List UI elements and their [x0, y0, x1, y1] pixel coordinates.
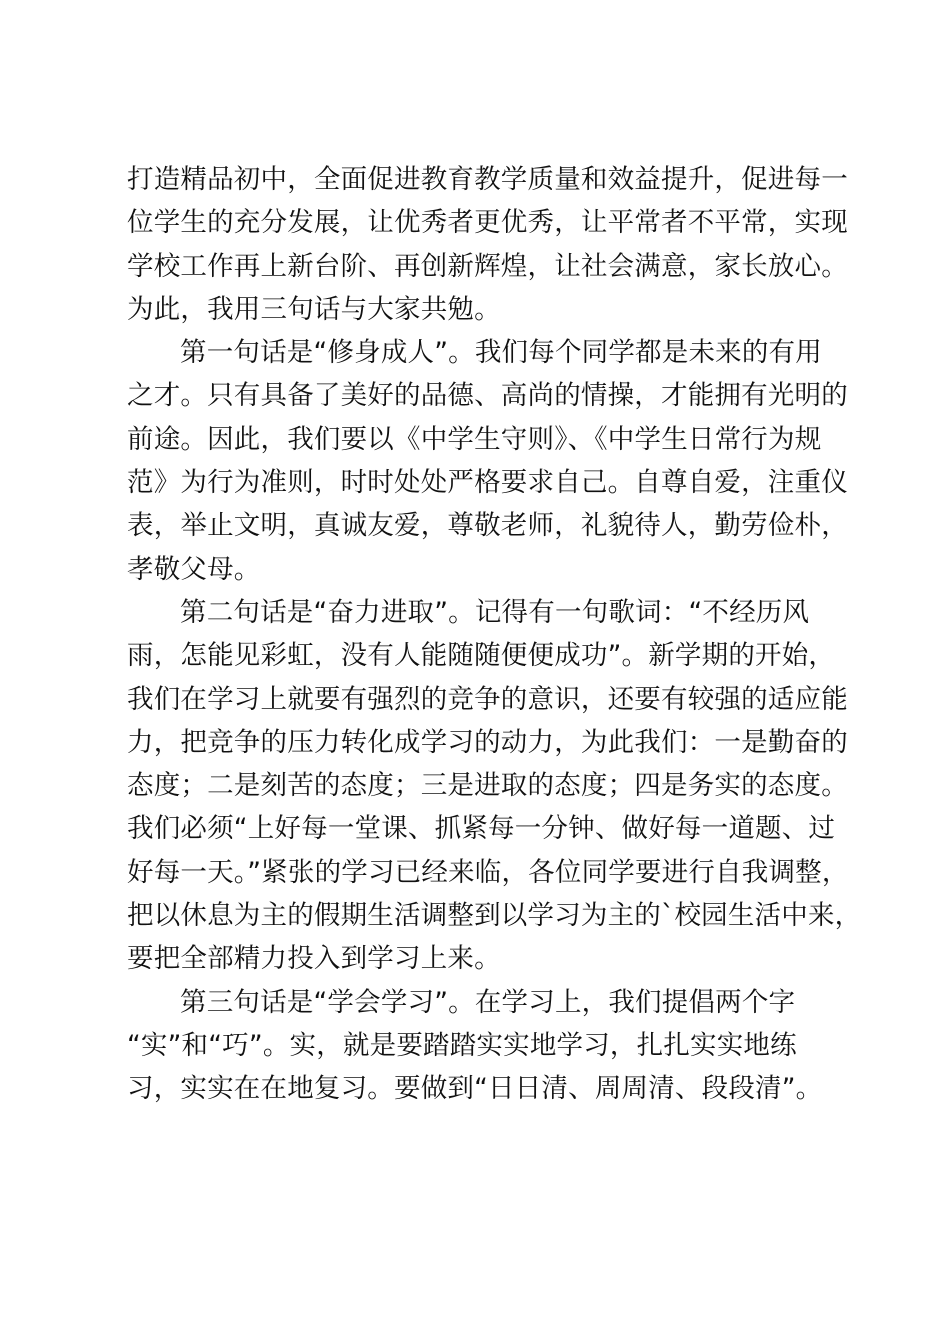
text-line: 孝敬父母。	[127, 553, 261, 585]
text-line: “实”和“巧”。实，就是要踏踏实实地学习，扎扎实实地练	[127, 1029, 797, 1061]
text-line: 位学生的充分发展，让优秀者更优秀，让平常者不平常，实现	[127, 207, 848, 239]
text-line: 习，实实在在地复习。要做到“日日清、周周清、段段清”。	[127, 1073, 823, 1105]
paragraph-3	[127, 591, 862, 981]
paragraph-4	[127, 981, 839, 1111]
text-line: 范》为行为准则，时时处处严格要求自己。自尊自爱，注重仪	[127, 467, 848, 499]
text-line: 我们在学习上就要有强烈的竞争的意识，还要有较强的适应能	[127, 683, 848, 715]
text-line: 把以休息为主的假期生活调整到以学习为主的`校园生活中来，	[127, 900, 862, 932]
text-line: 学校工作再上新台阶、再创新辉煌，让社会满意，家长放心。	[127, 250, 848, 282]
paragraph-1	[127, 158, 848, 331]
text-line: 表，举止文明，真诚友爱，尊敬老师，礼貌待人，勤劳俭朴，	[127, 510, 848, 542]
text-line: 雨，怎能见彩虹，没有人能随随便便成功”。新学期的开始，	[127, 640, 836, 672]
paragraph-2	[127, 331, 848, 591]
text-line: 第一句话是“修身成人”。我们每个同学都是未来的有用	[180, 337, 822, 369]
text-line: 好每一天。”紧张的学习已经来临，各位同学要进行自我调整，	[127, 856, 849, 888]
text-line: 态度；二是刻苦的态度；三是进取的态度；四是务实的态度。	[127, 770, 848, 802]
text-line: 打造精品初中，全面促进教育教学质量和效益提升，促进每一	[127, 164, 848, 195]
text-line: 为此，我用三句话与大家共勉。	[127, 293, 501, 325]
text-line: 第三句话是“学会学习”。在学习上，我们提倡两个字	[180, 986, 796, 1018]
text-line: 之才。只有具备了美好的品德、高尚的情操，才能拥有光明的	[127, 380, 848, 412]
text-line: 我们必须“上好每一堂课、抓紧每一分钟、做好每一道题、过	[127, 813, 836, 845]
text-line: 要把全部精力投入到学习上来。	[127, 943, 501, 975]
text-line: 第二句话是“奋力进取”。记得有一句歌词：“不经历风	[180, 596, 810, 628]
text-line: 力，把竞争的压力转化成学习的动力，为此我们：一是勤奋的	[127, 726, 848, 758]
text-line: 前途。因此，我们要以《中学生守则》、《中学生日常行为规	[127, 423, 822, 455]
body-text	[127, 158, 862, 1111]
